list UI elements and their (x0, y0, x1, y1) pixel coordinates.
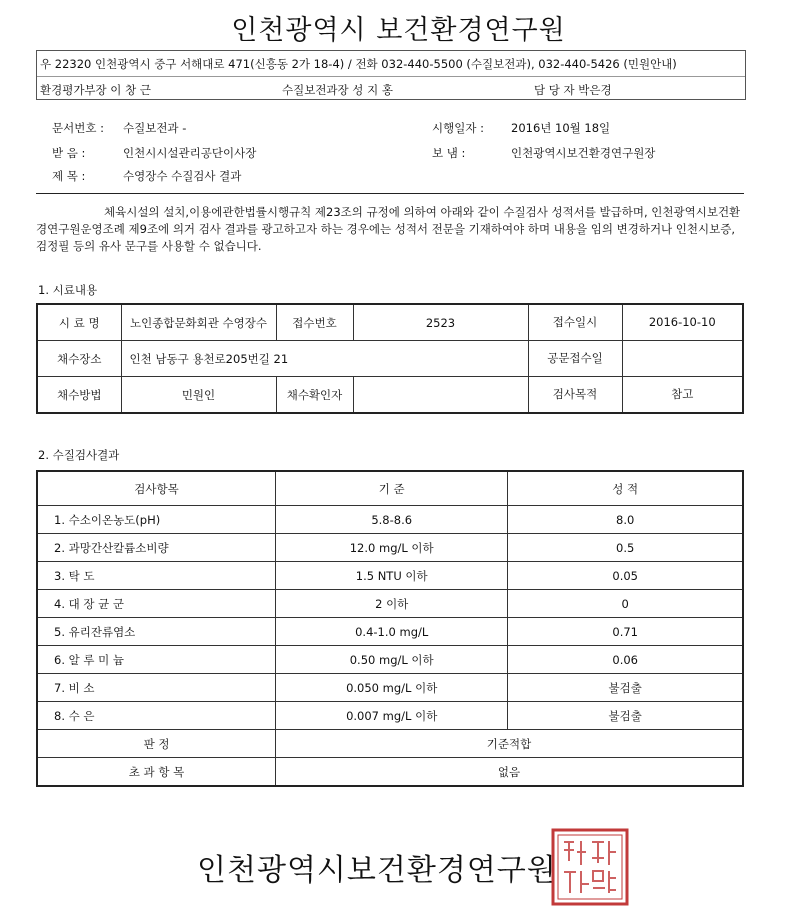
result-value-cell: 8.0 (508, 506, 743, 534)
exceed-value: 없음 (276, 758, 743, 787)
address-line: 우 22320 인천광역시 중구 서해대로 471(신흥동 2가 18-4) / 전화 032-440-5500 (수질보전과), 032-440-5426 (민원안내) (40, 57, 677, 71)
result-row (37, 646, 743, 674)
result-value-cell: 0.05 (508, 562, 743, 590)
section-chief-name: 수질보전과장 성 지 홍 (282, 83, 393, 97)
receipt-date-label: 접수일시 (529, 305, 623, 340)
intro-paragraph: 체육시설의 설치,이용에관한법률시행규칙 제23조의 규정에 의하여 아래와 같이 수질검사 성적서를 발급하며, 인천광역시보건환경연구원운영조례 제9조에 의거 검사 결과를 광고하고자 하는 경우에는 성적서 전문을 기재하여야 하며 내용을 임의 변경하거나 인천시보증, 검정필 등의 유사 문구를 사용할 수 없습니다. (36, 205, 741, 253)
results-table (36, 470, 744, 787)
result-row (37, 534, 743, 562)
subject-label: 제 목 : (52, 169, 86, 183)
result-item-cell: 2. 과망간산칼륨소비량 (37, 534, 276, 562)
result-value-cell: 불검출 (508, 702, 743, 730)
location-label: 채수장소 (37, 341, 121, 377)
director-name: 환경평가부장 이 창 근 (40, 83, 151, 97)
document-title: 인천광역시 보건환경연구원 (231, 15, 566, 46)
official-seal-icon (550, 827, 630, 907)
sender-label: 보 냄 : (432, 146, 466, 160)
result-standard-cell: 1.5 NTU 이하 (276, 562, 508, 590)
col-item-header: 검사항목 (37, 471, 276, 506)
result-row (37, 562, 743, 590)
result-standard-cell: 5.8-8.6 (276, 506, 508, 534)
result-row (37, 506, 743, 534)
receipt-no-label: 접수번호 (276, 304, 353, 341)
result-item-cell: 3. 탁 도 (37, 562, 276, 590)
result-item-cell: 6. 알 루 미 늄 (37, 646, 276, 674)
col-standard-header: 기 준 (276, 471, 508, 506)
receipt-date-value: 2016-10-10 (648, 315, 716, 329)
result-row (37, 590, 743, 618)
result-item-cell: 7. 비 소 (37, 674, 276, 702)
doc-no-label: 문서번호 : (52, 121, 104, 135)
method-label: 채수방법 (37, 377, 121, 414)
enforce-date-label: 시행일자 : (432, 121, 484, 135)
receiver-label: 받 음 : (52, 146, 86, 160)
sample-info-table (36, 303, 744, 414)
exceed-label: 초 과 항 목 (37, 758, 276, 787)
purpose-value: 참고 (671, 387, 694, 401)
official-receipt-label: 공문접수일 (529, 341, 623, 376)
receiver-value: 인천시시설관리공단이사장 (123, 146, 257, 160)
method-value: 민원인 (121, 377, 276, 414)
result-item-cell: 5. 유리잔류염소 (37, 618, 276, 646)
result-standard-cell: 0.4-1.0 mg/L (276, 618, 508, 646)
sender-value: 인천광역시보건환경연구원장 (511, 146, 656, 160)
enforce-date-value: 2016년 10월 18일 (511, 121, 611, 135)
results-section-heading: 2. 수질검사결과 (38, 448, 120, 462)
result-value-cell: 0 (508, 590, 743, 618)
result-row (37, 702, 743, 730)
official-receipt-value (623, 341, 743, 376)
officer-name: 담 당 자 박은경 (534, 83, 612, 97)
purpose-label: 검사목적 (529, 377, 623, 412)
result-row (37, 674, 743, 702)
result-standard-cell: 0.050 mg/L 이하 (276, 674, 508, 702)
sample-section-heading: 1. 시료내용 (38, 283, 98, 297)
subject-divider (36, 193, 744, 194)
sample-name-value: 노인종합문화회관 수영장수 (121, 304, 276, 341)
footer-institution: 인천광역시보건환경연구원 (197, 853, 557, 888)
header-info-box (36, 50, 746, 100)
judgment-value: 기준적합 (276, 730, 743, 758)
result-value-cell: 0.06 (508, 646, 743, 674)
subject-value: 수영장수 수질검사 결과 (123, 169, 242, 183)
confirmer-label: 채수확인자 (276, 377, 353, 414)
result-value-cell: 0.5 (508, 534, 743, 562)
result-standard-cell: 0.50 mg/L 이하 (276, 646, 508, 674)
result-row (37, 618, 743, 646)
seal-glyphs (564, 841, 616, 893)
result-item-cell: 4. 대 장 균 군 (37, 590, 276, 618)
header-divider (37, 76, 745, 77)
result-value-cell: 불검출 (508, 674, 743, 702)
doc-no-value: 수질보전과 - (123, 121, 187, 135)
result-item-cell: 1. 수소이온농도(pH) (37, 506, 276, 534)
result-item-cell: 8. 수 은 (37, 702, 276, 730)
sample-name-label: 시 료 명 (37, 304, 121, 341)
result-standard-cell: 0.007 mg/L 이하 (276, 702, 508, 730)
col-result-header: 성 적 (508, 471, 743, 506)
result-standard-cell: 12.0 mg/L 이하 (276, 534, 508, 562)
result-value-cell: 0.71 (508, 618, 743, 646)
receipt-no-value: 2523 (353, 304, 528, 341)
confirmer-value (353, 377, 528, 414)
result-standard-cell: 2 이하 (276, 590, 508, 618)
judgment-label: 판 정 (37, 730, 276, 758)
location-value: 인천 남동구 용천로205번길 21 (121, 341, 528, 377)
